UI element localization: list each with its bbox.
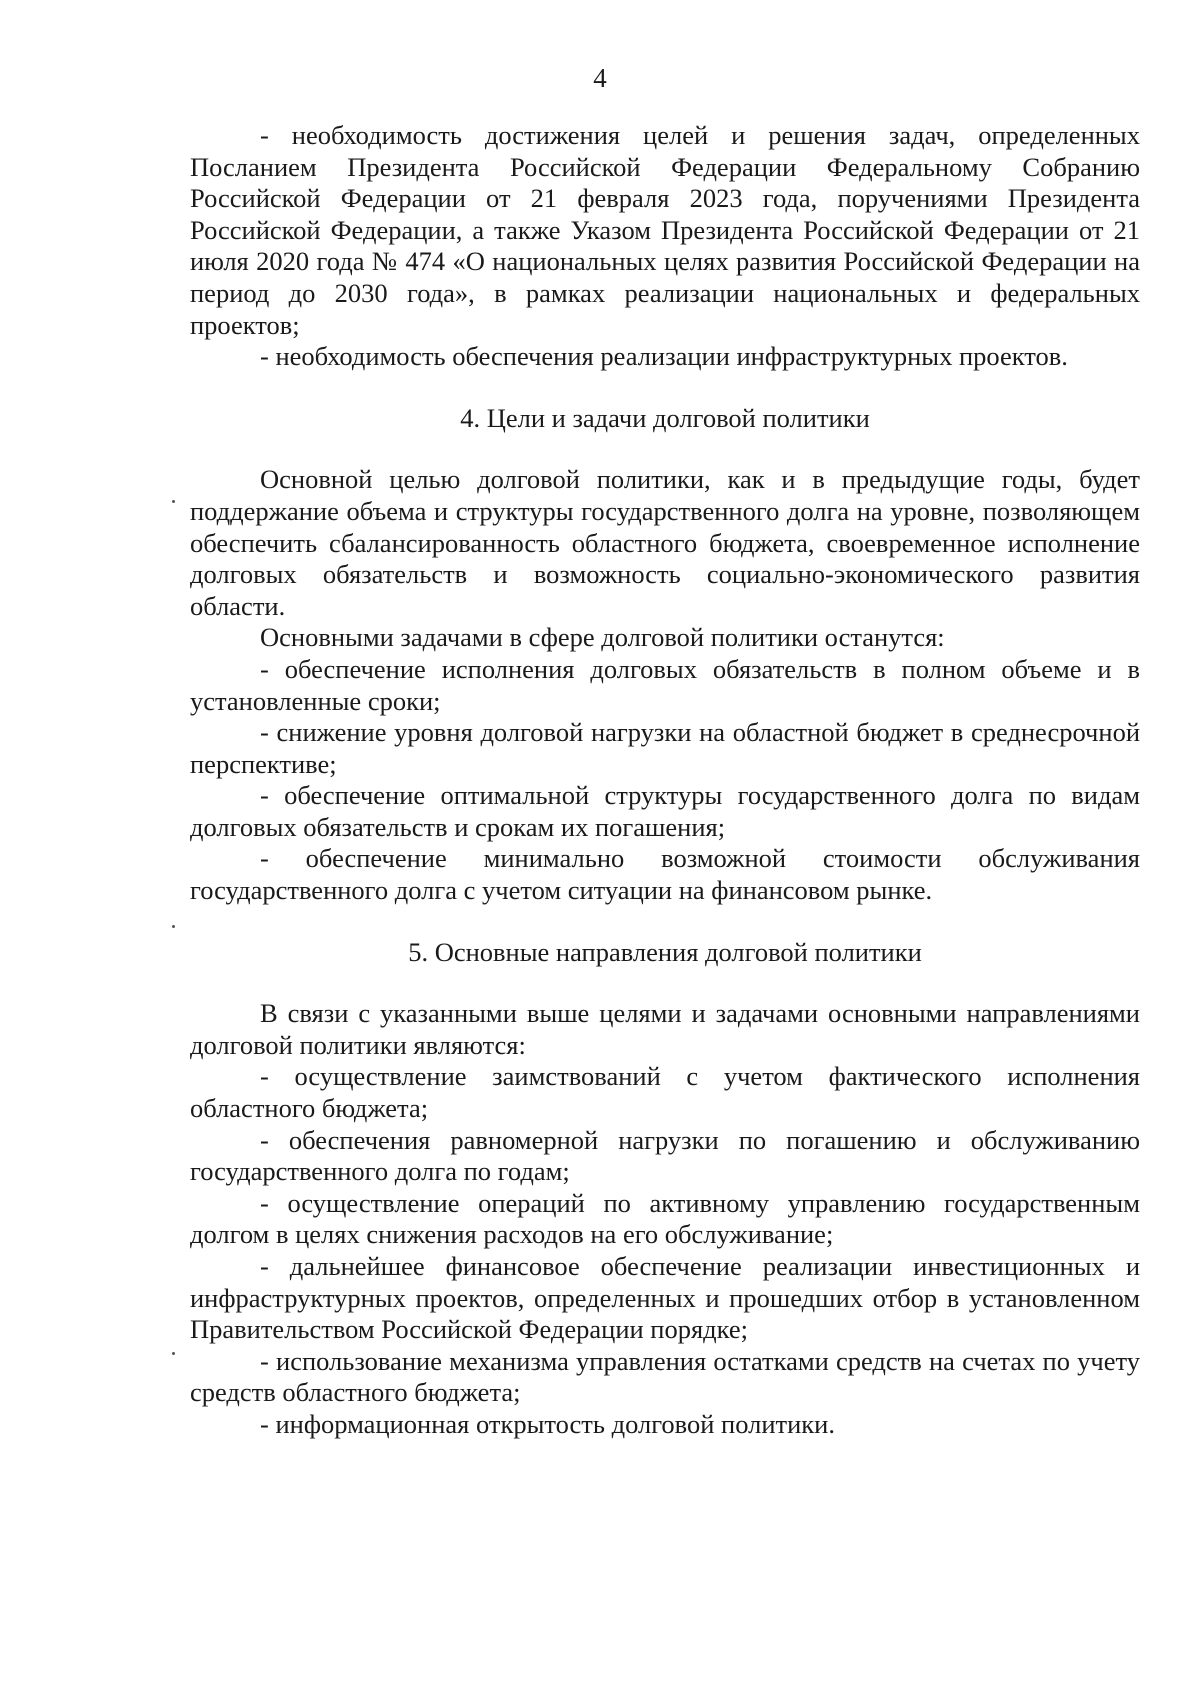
page-number: 4 [593, 63, 607, 93]
scan-speck [172, 500, 175, 503]
section-4-paragraph-3: - обеспечение исполнения долговых обязательств в полном объеме и в установленные сроки; [190, 653, 1140, 716]
scan-speck [172, 925, 175, 928]
section-4-paragraph-4: - снижение уровня долговой нагрузки на областной бюджет в среднесрочной перспективе; [190, 717, 1140, 779]
section-5-paragraph-1: В связи с указанными выше целями и задачами основными направлениями долговой политики являются: [190, 998, 1140, 1060]
section-5-heading: 5. Основные направления долговой политики [408, 936, 922, 967]
section-5-paragraph-7: - информационная открытость долговой политики. [260, 1408, 835, 1439]
section-4-paragraph-1: Основной целью долговой политики, как и в предыдущие годы, будет поддержание объема и структуры государственного долга на уровне, позволяющем обеспечить сбалансированность областного бюджета, своевременное исполнение долговых обязательств и возможность социально-экономического развития области. [190, 464, 1140, 621]
document-body [190, 120, 1140, 1441]
section-5-paragraph-2: - осуществление заимствований с учетом фактического исполнения областного бюджета; [190, 1061, 1140, 1124]
intro-item-1: - необходимость достижения целей и решения задач, определенных Посланием Президента Российской Федерации Федеральному Собранию Российской Федерации от 21 февраля 2023 года, поручениями Президента Российской Федерации, а также Указом Президента Российской Федерации от 21 июля 2020 года № 474 «О национальных целях развития Российской Федерации на период до 2030 года», в рамках реализации национальных и федеральных проектов; [190, 120, 1140, 340]
section-4-heading: 4. Цели и задачи долговой политики [460, 402, 870, 433]
section-5-paragraph-6: - использование механизма управления остатками средств на счетах по учету средств областного бюджета; [190, 1345, 1140, 1408]
section-4-paragraph-6: - обеспечение минимально возможной стоимости обслуживания государственного долга с учетом ситуации на финансовом рынке. [190, 843, 1140, 906]
section-4-paragraph-5: - обеспечение оптимальной структуры государственного долга по видам долговых обязательств и срокам их погашения; [190, 780, 1140, 842]
scan-speck [172, 1352, 175, 1355]
section-4-paragraph-2: Основными задачами в сфере долговой политики останутся: [260, 622, 945, 653]
section-5-paragraph-3: - обеспечения равномерной нагрузки по погашению и обслуживанию государственного долга по годам; [190, 1124, 1140, 1187]
intro-item-2: - необходимость обеспечения реализации инфраструктурных проектов. [260, 341, 1068, 372]
section-5-paragraph-5: - дальнейшее финансовое обеспечение реализации инвестиционных и инфраструктурных проектов, определенных и прошедших отбор в установленном Правительством Российской Федерации порядке; [190, 1251, 1140, 1345]
section-5-paragraph-4: - осуществление операций по активному управлению государственным долгом в целях снижения расходов на его обслуживание; [190, 1187, 1140, 1250]
